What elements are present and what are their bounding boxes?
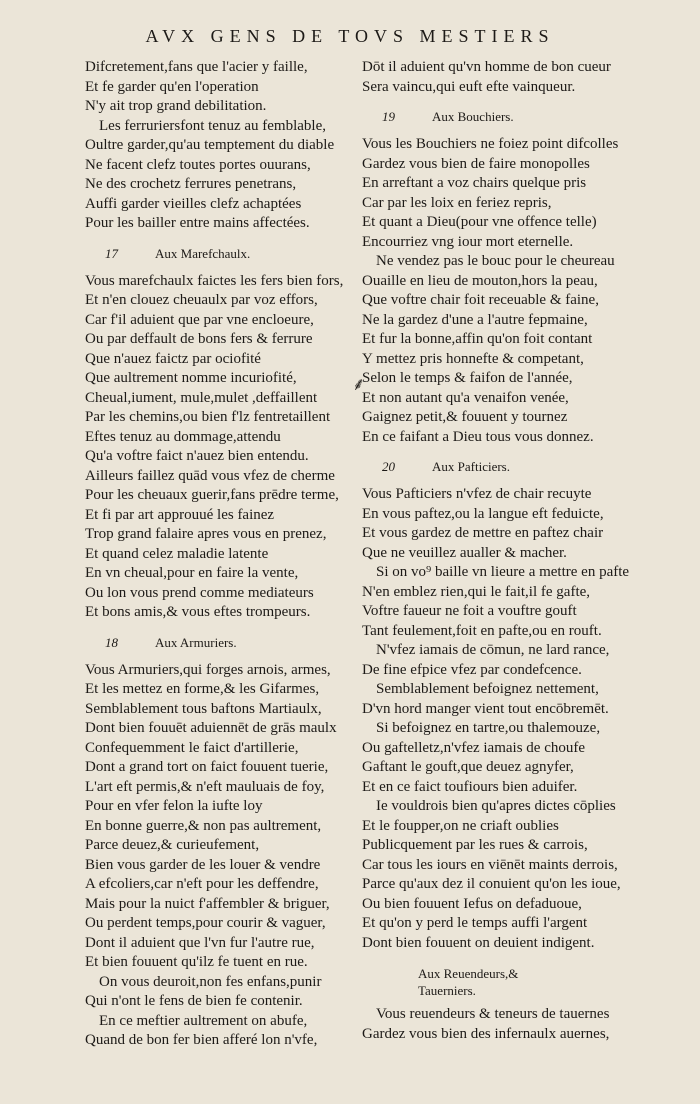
verse-line: A efcoliers,car n'eft pour les deffendre, xyxy=(85,876,319,892)
verse-line: Semblablement tous baftons Martiaulx, xyxy=(85,700,322,717)
verse-line: Ie vouldrois bien qu'apres dictes cōplies xyxy=(376,798,616,814)
verse-line: Et qu'on y perd le temps auffi l'argent xyxy=(362,915,588,931)
verse-line: Dōt il aduient qu'vn homme de bon cueur xyxy=(362,59,611,75)
section-number: 18 xyxy=(105,634,118,650)
verse-line: Quand de bon fer bien afferé lon n'vfe, xyxy=(85,1032,318,1048)
verse-line: Oultre garder,qu'au temptement du diable xyxy=(85,137,335,153)
section-title: Aux Marefchaulx. xyxy=(155,245,251,261)
verse-line: Mais pour la nuict f'affembler & briguer, xyxy=(85,895,330,912)
verse-line: Vous Armuriers,qui forges arnois, armes, xyxy=(85,661,331,678)
verse-line: Ou par deffault de bons fers & ferrure xyxy=(85,331,313,347)
verse-line: Que n'auez faictz par ociofité xyxy=(85,350,261,367)
verse-line: Et fi par art approuué les fainez xyxy=(85,506,275,523)
verse-line: Dont a grand tort on faict fouuent tuerie, xyxy=(85,759,329,775)
verse-line: Publicquement par les rues & carrois, xyxy=(362,837,588,853)
verse-line: Confequemment le faict d'artillerie, xyxy=(85,739,299,756)
verse-line: Ou bien fouuent Iefus on defaduoue, xyxy=(362,895,582,912)
verse-line: Vous reuendeurs & teneurs de tauernes xyxy=(376,1006,610,1022)
verse-line: En bonne guerre,& non pas aultrement, xyxy=(85,817,322,834)
verse-line: Car par les loix en feriez repris, xyxy=(362,194,552,211)
verse-line: Sera vaincu,qui euft efte vainqueur. xyxy=(362,78,576,95)
verse-line: Gardez vous bien des infernaulx auernes, xyxy=(362,1025,610,1042)
verse-line: Et fur la bonne,affin qu'on foit contant xyxy=(362,331,593,347)
verse-line: On vous deuroit,non fes enfans,punir xyxy=(99,973,322,990)
verse-line: Et les mettez en forme,& les Gifarmes, xyxy=(85,681,320,697)
verse-line: Trop grand falaire apres vous en prenez, xyxy=(85,526,327,542)
left-column xyxy=(85,58,360,1051)
verse-line: Difcretement,fans que l'acier y faille, xyxy=(85,59,308,75)
verse-line: D'vn hord manger vient tout encōbremēt. xyxy=(362,700,609,717)
verse-line: Parce deuez,& curieufement, xyxy=(85,837,260,853)
section-title-line: Tauerniers. xyxy=(418,983,476,998)
verse-line: Et le foupper,on ne criaft oublies xyxy=(362,817,559,834)
verse-line: Car f'il aduient que par vne encloeure, xyxy=(85,311,314,328)
verse-line: Pour les bailler entre mains affectées. xyxy=(85,215,310,231)
marginal-mark: ⸙ xyxy=(352,374,366,394)
verse-line: Cheual,iument, mule,mulet ,deffaillent xyxy=(85,389,318,406)
section-title: Aux Bouchiers. xyxy=(432,109,514,124)
verse-line: Bien vous garder de les louer & vendre xyxy=(85,856,321,873)
verse-line: En ce meftier aultrement on abufe, xyxy=(99,1012,308,1029)
verse-line: Les ferruriersfont tenuz au femblable, xyxy=(99,117,326,134)
verse-line: Qu'a voftre faict n'auez bien entendu. xyxy=(85,448,309,464)
verse-line: Tant feulement,foit en pafte,ou en rouft. xyxy=(362,622,602,639)
verse-line: L'art eft permis,& n'eft mauluais de foy, xyxy=(85,778,325,795)
verse-line: Et en ce faict toufiours bien aduifer. xyxy=(362,778,578,795)
section-heading xyxy=(362,455,644,479)
running-head: AVX GENS DE TOVS MESTIERS xyxy=(145,26,555,46)
verse-line: Et bons amis,& vous eftes trompeurs. xyxy=(85,604,311,620)
verse-line: Si on vo⁹ baille vn lieure a mettre en pafte xyxy=(376,564,630,580)
section-number: 20 xyxy=(382,459,395,474)
verse-line: Vous les Bouchiers ne foiez point difcolles xyxy=(362,136,619,152)
verse-line: Ou perdent temps,pour courir & vaguer, xyxy=(85,915,326,931)
section-number: 17 xyxy=(105,245,118,261)
verse-line: Ailleurs faillez quād vous vfez de cherme xyxy=(85,467,335,484)
verse-line: En ce faifant a Dieu tous vous donnez. xyxy=(362,428,594,445)
verse-line: Encourriez vng iour mort eternelle. xyxy=(362,233,574,250)
right-column xyxy=(362,58,644,1044)
verse-line: Que voftre chair foit receuable & faine, xyxy=(362,292,599,308)
verse-line: En vous paftez,ou la langue eft feduicte, xyxy=(362,505,604,522)
section-title-line: Aux Reuendeurs,& xyxy=(418,966,519,981)
verse-line: Auffi garder vieilles clefz achaptées xyxy=(85,195,302,212)
verse-line: Vous marefchaulx faictes les fers bien fors, xyxy=(85,272,344,289)
verse-line: Ne vendez pas le bouc pour le cheureau xyxy=(376,253,615,269)
verse-line: Et bien fouuent qu'ilz fe tuent en rue. xyxy=(85,954,308,970)
verse-line: N'vfez iamais de cōmun, ne lard rance, xyxy=(376,642,610,658)
verse-line: Pour en vfer felon la iufte loy xyxy=(85,798,263,814)
verse-line: En arreftant a voz chairs quelque pris xyxy=(362,175,587,191)
verse-line: N'y ait trop grand debilitation. xyxy=(85,98,267,114)
verse-line: Ne la gardez d'une a l'autre fepmaine, xyxy=(362,311,588,328)
verse-line: Parce qu'aux dez il conuient qu'on les ioue, xyxy=(362,876,621,892)
section-heading xyxy=(362,105,644,129)
verse-line: Car tous les iours en viēnēt maints derrois, xyxy=(362,856,618,873)
verse-line: Que aultrement nomme incuriofité, xyxy=(85,370,297,386)
verse-line: Gardez vous bien de faire monopolles xyxy=(362,155,590,172)
verse-line: Et n'en clouez cheuaulx par voz effors, xyxy=(85,292,318,308)
verse-line: Semblablement befoignez nettement, xyxy=(376,681,599,697)
verse-line: En vn cheual,pour en faire la vente, xyxy=(85,565,299,581)
verse-line: Gaftant le gouft,que deuez agnyfer, xyxy=(362,759,574,775)
verse-line: Gaignez petit,& fouuent y tournez xyxy=(362,409,568,425)
verse-line: Dont bien fouuent on deuient indigent. xyxy=(362,934,595,951)
section-heading xyxy=(85,631,360,655)
verse-line: Ne des crochetz ferrures penetrans, xyxy=(85,176,297,192)
section-title: Aux Pafticiers. xyxy=(432,459,510,474)
verse-line: N'en emblez rien,qui le fait,il fe gafte, xyxy=(362,583,591,600)
verse-line: Ne facent clefz toutes portes ouurans, xyxy=(85,156,311,173)
section-title: Aux Armuriers. xyxy=(155,634,237,650)
verse-line: Eftes tenuz au dommage,attendu xyxy=(85,428,281,445)
section-heading xyxy=(85,242,360,266)
verse-line: Selon le temps & faifon de l'année, xyxy=(362,370,573,386)
verse-line: Et fe garder qu'en l'operation xyxy=(85,78,259,95)
verse-line: Ou gaftelletz,n'vfez iamais de choufe xyxy=(362,739,586,756)
section-number: 19 xyxy=(382,109,395,124)
verse-line: Dont il aduient que l'vn fur l'autre rue, xyxy=(85,934,315,951)
verse-line: Ouaille en lieu de mouton,hors la peau, xyxy=(362,272,598,289)
verse-line: Ou lon vous prend comme mediateurs xyxy=(85,584,314,601)
verse-line: De fine efpice vfez par condefcence. xyxy=(362,661,582,678)
verse-line: Que ne veuillez aualler & macher. xyxy=(362,544,567,561)
verse-line: Vous Pafticiers n'vfez de chair recuyte xyxy=(362,486,592,502)
verse-line: Pour les cheuaux guerir,fans prēdre terme, xyxy=(85,487,339,503)
verse-line: Et vous gardez de mettre en paftez chair xyxy=(362,525,604,541)
verse-line: Voftre faueur ne foit a vouftre gouft xyxy=(362,603,577,619)
verse-line: Qui n'ont le fens de bien fe contenir. xyxy=(85,993,303,1009)
verse-line: Par les chemins,ou bien f'lz fentretaillent xyxy=(85,409,331,425)
section-heading xyxy=(418,965,644,999)
verse-line: Et non autant qu'a venaifon venée, xyxy=(362,389,569,406)
verse-line: Et quant a Dieu(pour vne offence telle) xyxy=(362,214,597,230)
verse-line: Si befoignez en tartre,ou thalemouze, xyxy=(376,720,601,736)
verse-line: Y mettez pris honnefte & competant, xyxy=(362,350,584,367)
verse-line: Et quand celez maladie latente xyxy=(85,545,269,562)
verse-line: Dont bien fouuēt aduiennēt de grās maulx xyxy=(85,720,337,736)
